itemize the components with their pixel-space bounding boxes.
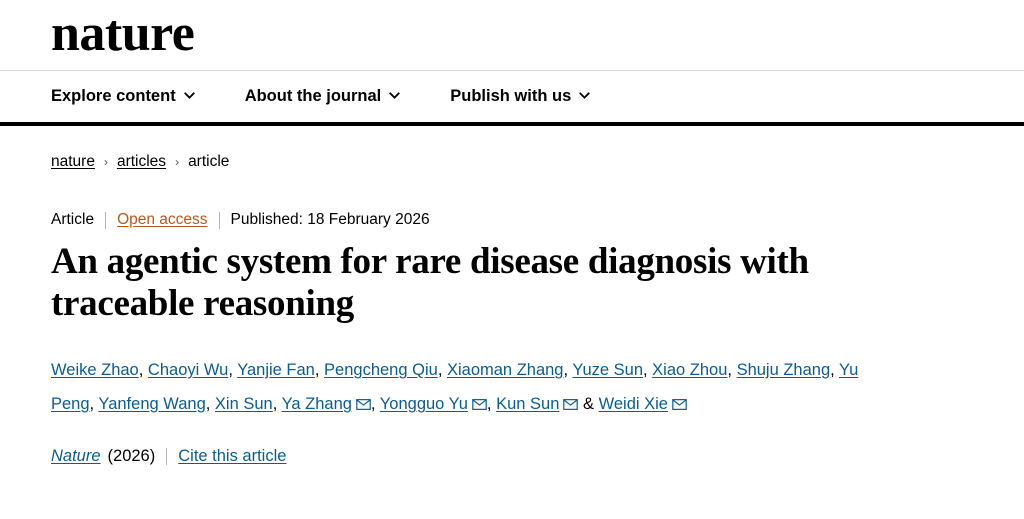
email-icon[interactable] [472, 399, 487, 410]
author-link[interactable]: Shuju Zhang [736, 361, 831, 379]
nav-item-label: Explore content [51, 87, 176, 105]
author-link[interactable]: Xin Sun [214, 395, 273, 413]
author-link[interactable]: Xiaoman Zhang [446, 361, 564, 379]
chevron-down-icon [389, 90, 400, 101]
article-content [0, 153, 1024, 466]
author-separator: , [314, 361, 325, 379]
author-link[interactable]: Weidi Xie [598, 395, 668, 413]
author-separator: , [563, 361, 573, 379]
author-separator: , [437, 361, 447, 379]
journal-citation [51, 447, 973, 466]
email-icon[interactable] [672, 399, 687, 410]
chevron-down-icon [184, 90, 195, 101]
author-link[interactable]: Chaoyi Wu [147, 361, 229, 379]
nav-item-label: About the journal [244, 87, 382, 105]
breadcrumb-item-article: article [188, 153, 230, 170]
author-separator: & [578, 395, 599, 413]
breadcrumb-separator-icon: › [103, 155, 108, 169]
nature-logo[interactable]: nature [51, 5, 195, 62]
author-separator: , [643, 361, 653, 379]
author-link[interactable]: Kun Sun [496, 395, 560, 413]
navigation-bottom-rule [0, 122, 1024, 126]
chevron-down-icon [579, 90, 590, 101]
author-link[interactable]: Yanfeng Wang [98, 395, 206, 413]
breadcrumb-separator-icon: › [175, 155, 180, 169]
nav-item-about-the-journal[interactable] [245, 87, 401, 106]
author-separator: , [830, 361, 840, 379]
breadcrumb-item-articles[interactable]: articles [116, 153, 167, 170]
article-meta [51, 211, 973, 229]
nav-item-explore-content[interactable] [51, 87, 195, 106]
main-navigation [0, 71, 1024, 122]
author-link[interactable]: Yongguo Yu [379, 395, 468, 413]
nav-item-publish-with-us[interactable] [450, 87, 590, 106]
meta-divider [105, 212, 106, 229]
author-separator: , [727, 361, 737, 379]
site-masthead [0, 0, 1024, 70]
author-separator: , [89, 395, 99, 413]
breadcrumb [51, 153, 973, 171]
author-link[interactable]: Yuze Sun [572, 361, 643, 379]
author-separator: , [272, 395, 282, 413]
meta-divider [219, 212, 220, 229]
email-icon[interactable] [563, 399, 578, 410]
article-type: Article [51, 211, 95, 228]
author-list [51, 353, 886, 421]
published-date: Published: 18 February 2026 [230, 211, 430, 228]
citation-divider [166, 448, 167, 465]
author-separator: , [138, 361, 148, 379]
author-separator: , [370, 395, 380, 413]
author-separator: , [486, 395, 497, 413]
open-access-badge[interactable]: Open access [117, 211, 208, 228]
journal-name-link[interactable]: Nature [51, 447, 101, 465]
nav-item-label: Publish with us [450, 87, 572, 105]
author-link[interactable]: Yanjie Fan [237, 361, 315, 379]
author-link[interactable]: Xiao Zhou [652, 361, 728, 379]
page-title: An agentic system for rare disease diagnosis with traceable reasoning [51, 241, 809, 324]
author-link[interactable]: Weike Zhao [51, 361, 139, 379]
author-link[interactable]: Ya Zhang [281, 395, 352, 413]
publication-year: (2026) [107, 447, 156, 465]
author-separator: , [228, 361, 238, 379]
email-icon[interactable] [356, 399, 371, 410]
author-link[interactable]: Yu Peng [51, 361, 859, 413]
cite-this-article-link[interactable]: Cite this article [178, 447, 287, 465]
breadcrumb-item-nature[interactable]: nature [51, 153, 95, 170]
author-link[interactable]: Pengcheng Qiu [324, 361, 438, 379]
author-separator: , [205, 395, 215, 413]
